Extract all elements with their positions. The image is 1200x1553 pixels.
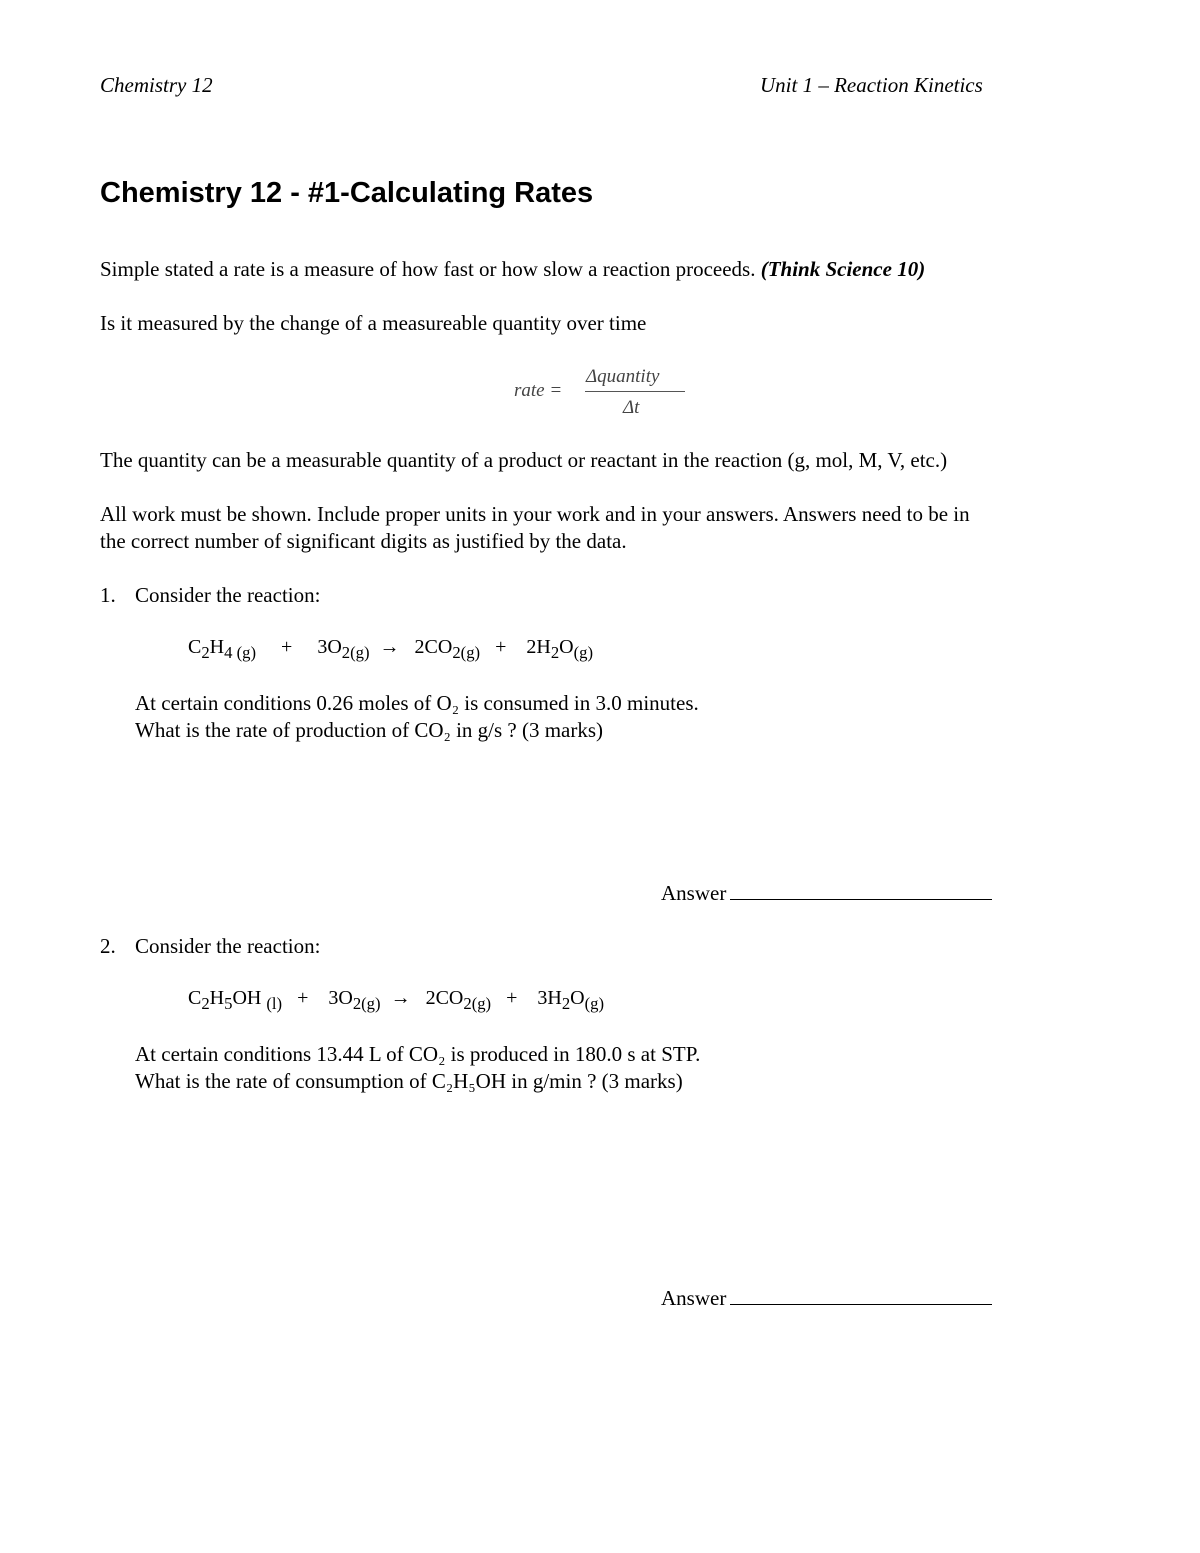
- answer-blank-line[interactable]: [730, 881, 992, 900]
- page-title: Chemistry 12 - #1-Calculating Rates: [100, 177, 594, 209]
- formula-fraction-bar: [585, 391, 685, 392]
- answer-field[interactable]: [661, 880, 992, 907]
- formula-denominator: Δt: [623, 397, 640, 418]
- quantity-statement: The quantity can be a measurable quantity of a product or reactant in the reaction (g, mol, M, V, etc.): [100, 448, 948, 472]
- question-ask: What is the rate of consumption of C₂H₅OH in g/min ? (3 marks): [135, 1069, 683, 1093]
- answer-field[interactable]: [661, 1285, 992, 1312]
- reaction-equation-2: $C_2H_5OH$ $_{(l)}$ + $3O_{2(g)} \to 2CO_{2(g)}$ + $3H_2O_{(g)}$: [188, 987, 605, 1013]
- answer-blank-line[interactable]: [730, 1286, 992, 1305]
- rate-definition-text: Simple stated a rate is a measure of how fast or how slow a reaction proceeds.: [100, 257, 756, 281]
- question-number: 2.: [100, 934, 116, 958]
- question-number: 1.: [100, 583, 116, 607]
- answer-label: Answer: [661, 1286, 727, 1310]
- question-prompt: Consider the reaction:: [135, 583, 321, 607]
- measured-statement: Is it measured by the change of a measureable quantity over time: [100, 311, 647, 335]
- header-course: Chemistry 12: [100, 73, 213, 97]
- formula-numerator: Δquantity: [586, 366, 660, 387]
- header-unit: Unit 1 – Reaction Kinetics: [760, 73, 983, 97]
- question-prompt: Consider the reaction:: [135, 934, 321, 958]
- work-instructions-line2: the correct number of significant digits as justified by the data.: [100, 529, 627, 553]
- rate-definition: [100, 256, 925, 283]
- formula-lhs: rate =: [514, 380, 563, 401]
- question-condition: At certain conditions 0.26 moles of O₂ is consumed in 3.0 minutes.: [135, 691, 699, 715]
- question-ask: What is the rate of production of CO₂ in g/s ? (3 marks): [135, 718, 604, 742]
- work-instructions-line1: All work must be shown. Include proper units in your work and in your answers. Answers need to be in: [100, 502, 970, 526]
- question-condition: At certain conditions 13.44 L of CO₂ is produced in 180.0 s at STP.: [135, 1042, 701, 1066]
- answer-label: Answer: [661, 881, 727, 905]
- rate-definition-note: (Think Science 10): [760, 257, 926, 281]
- reaction-equation-1: $C_2H_{4 (g)}$ + $3O_{2(g)} \to 2CO_{2(g)}$ + $2H_2O_{(g)}$: [188, 636, 594, 662]
